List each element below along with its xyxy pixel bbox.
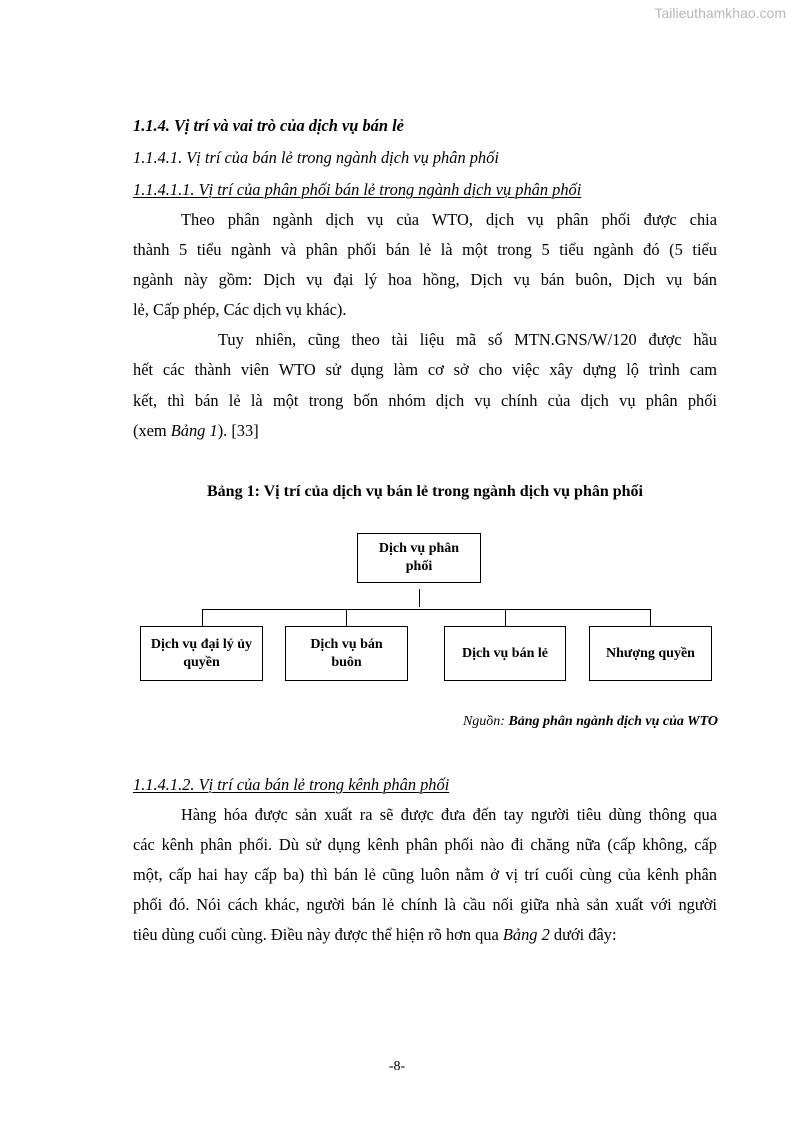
para1-line-3: ngành này gồm: Dịch vụ đại lý hoa hồng, Dịch vụ bán buôn, Dịch vụ bán — [133, 270, 717, 289]
para2-line-2: hết các thành viên WTO sử dụng làm cơ sở cho việc xây dựng lộ trình cam — [133, 360, 717, 379]
para3-line-4: phối đó. Nói cách khác, người bán lẻ chính là cầu nối giữa nhà sản xuất với người — [133, 895, 717, 914]
table-1-title: Bảng 1: Vị trí của dịch vụ bán lẻ trong ngành dịch vụ phân phối — [207, 483, 643, 500]
para3-line-5-post: dưới đây: — [549, 925, 617, 944]
para3-line-5-pre: tiêu dùng cuối cùng. Điều này được thể hiện rõ hơn qua — [133, 925, 503, 944]
child-2-label-line-1: Dịch vụ bán — [310, 636, 383, 652]
para3-line-1: Hàng hóa được sản xuất ra sẽ được đưa đến tay người tiêu dùng thông qua — [181, 805, 717, 824]
child-box-4 — [589, 626, 712, 681]
child-box-2 — [285, 626, 408, 681]
connector-drop-3 — [505, 609, 506, 626]
subsection-1-title: 1.1.4.1.1. Vị trí của phân phối bán lẻ trong ngành dịch vụ phân phối — [133, 180, 582, 199]
watermark: Tailieuthamkhao.com — [654, 5, 786, 21]
para1-line-2: thành 5 tiểu ngành và phân phối bán lẻ là một trong 5 tiểu ngành đó (5 tiểu — [133, 240, 717, 259]
table-1-source — [463, 714, 718, 730]
child-2-label-line-2: buôn — [331, 654, 362, 670]
connector-drop-4 — [650, 609, 651, 626]
root-box — [357, 533, 481, 583]
child-box-3 — [444, 626, 566, 681]
para2-line-4 — [133, 421, 259, 441]
source-value: Bảng phân ngành dịch vụ của WTO — [508, 714, 718, 729]
para2-line-4-post: ). [33] — [217, 421, 259, 440]
subsection-heading: 1.1.4.1. Vị trí của bán lẻ trong ngành dịch vụ phân phối — [133, 148, 499, 167]
para3-line-2: các kênh phân phối. Dù sử dụng kênh phân phối nào đi chăng nữa (cấp không, cấp — [133, 835, 717, 854]
connector-drop-1 — [202, 609, 203, 626]
section-heading: 1.1.4. Vị trí và vai trò của dịch vụ bán lẻ — [133, 116, 404, 135]
table-1-reference: Bảng 1 — [170, 421, 218, 440]
para3-line-3: một, cấp hai hay cấp ba) thì bán lẻ cũng luôn nằm ở vị trí cuối cùng của kênh phân — [133, 865, 717, 884]
para2-line-3: kết, thì bán lẻ là một trong bốn nhóm dịch vụ chính của dịch vụ phân phối — [133, 391, 717, 410]
child-4-label: Nhượng quyền — [606, 645, 695, 661]
connector-horizontal — [202, 609, 650, 610]
subsection-2-title: 1.1.4.1.2. Vị trí của bán lẻ trong kênh phân phối — [133, 775, 450, 794]
root-label-line-1: Dịch vụ phân — [378, 541, 460, 556]
child-1-label-line-1: Dịch vụ đại lý ủy — [150, 636, 253, 652]
para2-line-4-pre: (xem — [133, 421, 171, 440]
para1-line-1: Theo phân ngành dịch vụ của WTO, dịch vụ phân phối được chia — [181, 210, 717, 229]
connector-vertical-root — [419, 589, 420, 607]
child-1-label-line-2: quyền — [183, 654, 220, 670]
source-label: Nguồn: — [462, 714, 509, 729]
page-number: -8- — [388, 1059, 406, 1074]
root-label-line-2: phối — [405, 559, 433, 574]
para3-line-5 — [133, 925, 617, 945]
child-box-1 — [140, 626, 263, 681]
child-3-label: Dịch vụ bán lẻ — [462, 645, 548, 661]
para1-line-4: lẻ, Cấp phép, Các dịch vụ khác). — [133, 300, 347, 319]
table-2-reference: Bảng 2 — [502, 925, 550, 944]
para2-line-1: Tuy nhiên, cũng theo tài liệu mã số MTN.GNS/W/120 được hầu — [218, 330, 717, 349]
connector-drop-2 — [346, 609, 347, 626]
